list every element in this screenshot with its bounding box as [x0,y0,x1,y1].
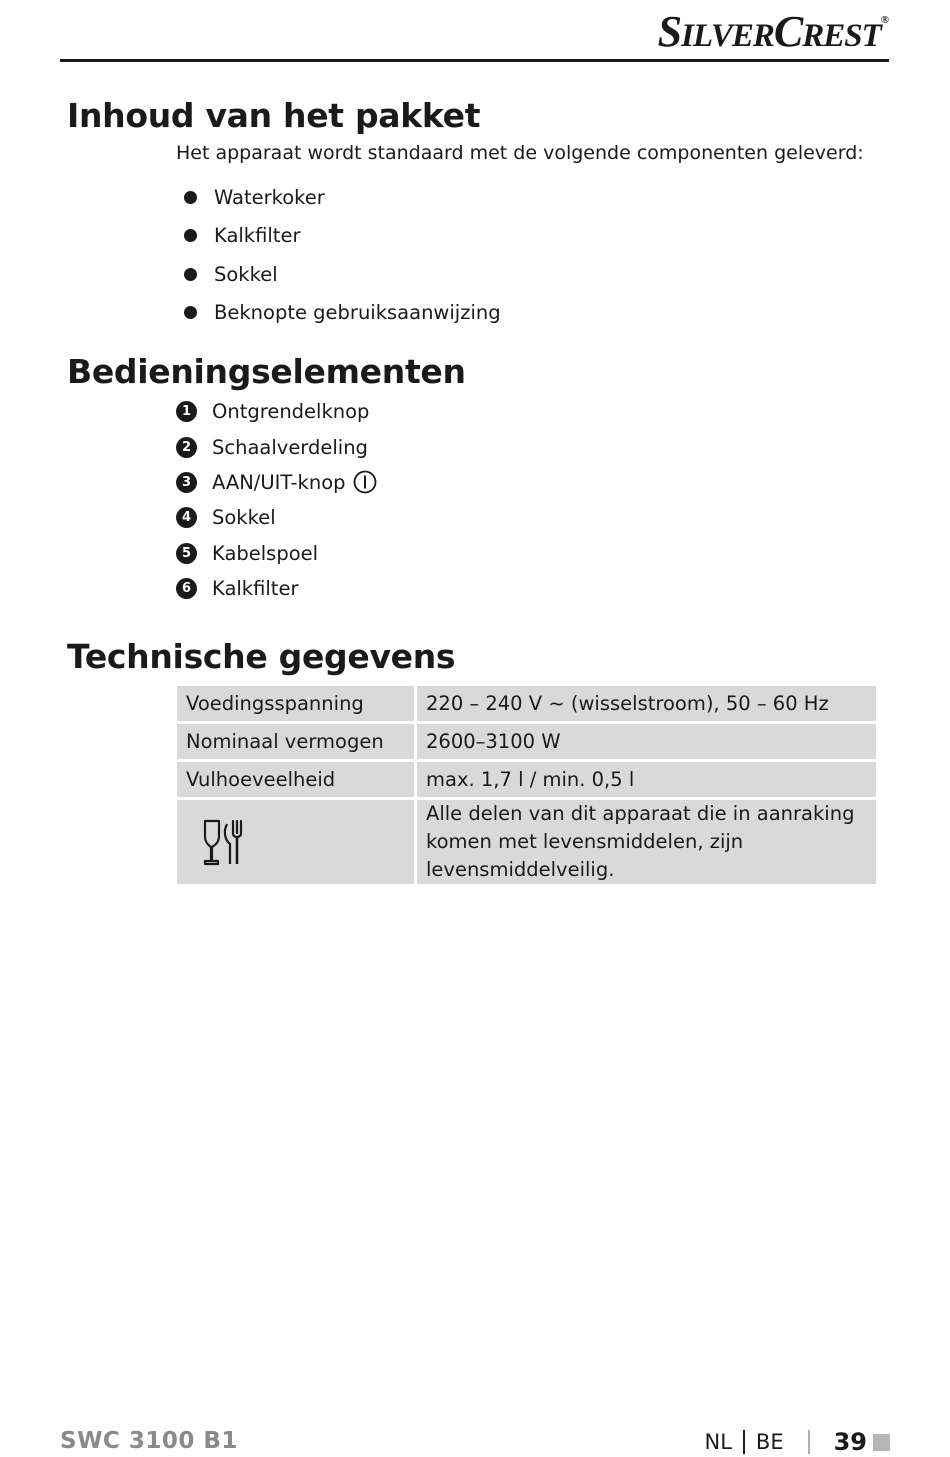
bullet-icon [184,229,197,242]
table-row [177,686,876,721]
number-badge: 3 [176,472,197,493]
number-badge: 2 [176,437,197,458]
footer-lang-be: BE [755,1430,784,1454]
table-cell-value: 220 – 240 V ~ (wisselstroom), 50 – 60 Hz [417,686,876,721]
brand-logo: SILVERCREST® [657,7,888,56]
package-intro: Het apparaat wordt standaard met de volgende componenten geleverd: [176,142,864,164]
table-row [177,762,876,797]
list-item: Sokkel [176,255,501,294]
table-cell-value: 2600–3100 W [417,724,876,759]
list-item: Kalkfilter [176,217,501,256]
list-item: Beknopte gebruiksaanwijzing [176,294,501,333]
bullet-icon [184,268,197,281]
food-safe-icon [199,816,249,868]
table-cell-value: max. 1,7 l / min. 0,5 l [417,762,876,797]
bullet-icon [184,306,197,319]
controls-list [176,394,377,606]
table-cell-label: Vulhoeveelheid [177,762,414,797]
number-badge: 1 [176,401,197,422]
table-row [177,800,876,884]
list-item: 6 Kalkfilter [176,571,377,606]
table-cell-value: Alle delen van dit apparaat die in aanraking komen met levensmiddelen, zijn levensmiddelveilig. [417,800,876,884]
footer-model: SWC 3100 B1 [60,1428,238,1454]
list-item: 5 Kabelspoel [176,536,377,571]
list-item: Waterkoker [176,178,501,217]
table-row [177,724,876,759]
list-item: 3 AAN/UIT-knop [176,465,377,500]
divider [743,1430,745,1454]
footer-page-info [704,1428,890,1456]
footer-lang-nl: NL [704,1430,732,1454]
number-badge: 6 [176,578,197,599]
power-icon [353,470,377,494]
number-badge: 4 [176,507,197,528]
specs-table [174,683,879,887]
bullet-icon [184,191,197,204]
square-marker-icon [873,1434,890,1451]
section-title-controls: Bedieningselementen [67,352,466,391]
list-item: 4 Sokkel [176,500,377,535]
number-badge: 5 [176,543,197,564]
table-cell-label: Voedingsspanning [177,686,414,721]
page-number: 39 [833,1428,867,1456]
divider [808,1430,810,1454]
section-title-package: Inhoud van het pakket [67,96,481,135]
header-rule [60,59,889,62]
table-cell-icon [177,800,414,884]
package-list [176,178,501,332]
section-title-specs: Technische gegevens [67,637,456,676]
list-item: 1 Ontgrendelknop [176,394,377,429]
table-cell-label: Nominaal vermogen [177,724,414,759]
list-item: 2 Schaalverdeling [176,429,377,464]
